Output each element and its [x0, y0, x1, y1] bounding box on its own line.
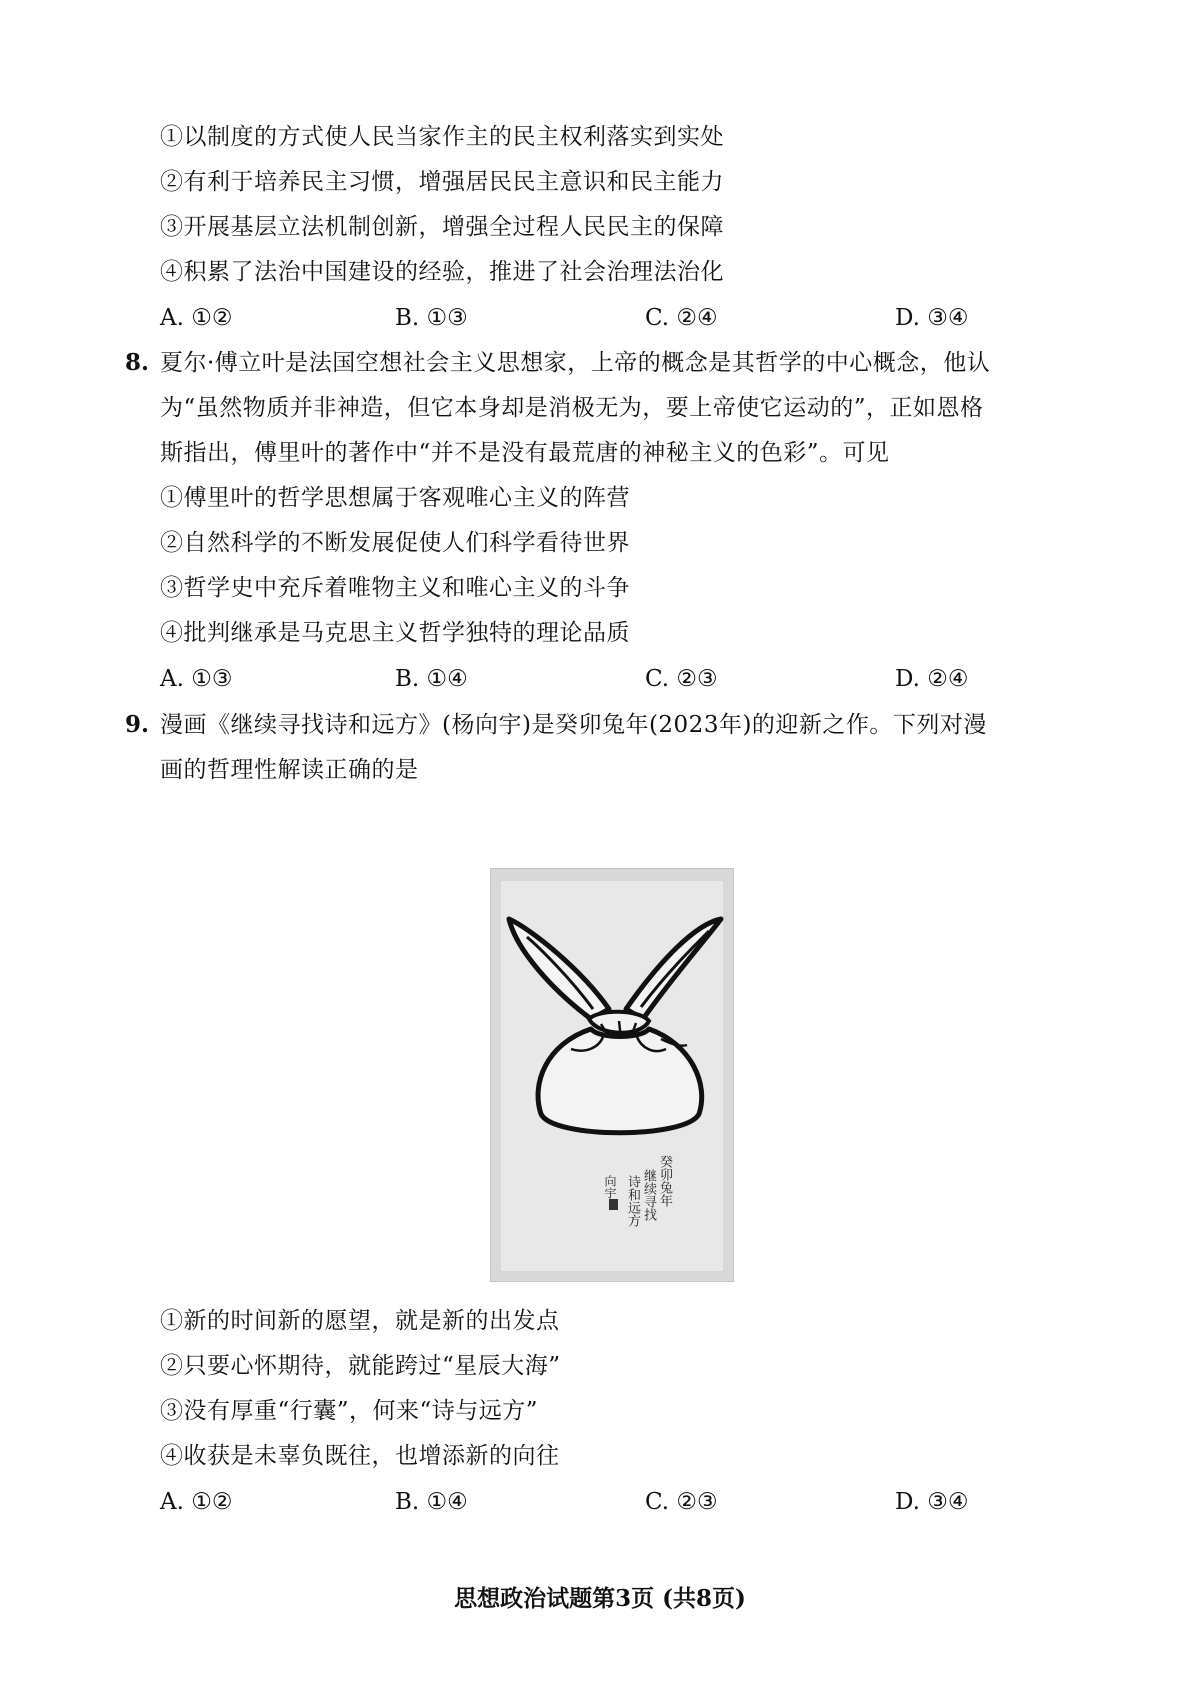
q7-item-1: ①以制度的方式使人民当家作主的民主权利落实到实处 — [160, 124, 724, 150]
cartoon-figure — [490, 868, 734, 1282]
q8-stem-line-2: 为“虽然物质并非神造，但它本身却是消极无为，要上帝使它运动的”，正如恩格 — [160, 395, 984, 421]
inscription-line-2: 继续寻找 — [641, 1169, 656, 1221]
q9-option-b: B. ①④ — [395, 1489, 468, 1515]
q7-item-4: ④积累了法治中国建设的经验，推进了社会治理法治化 — [160, 259, 724, 285]
inscription-signature: 向宇 — [603, 1175, 617, 1199]
q9-number: 9. — [125, 711, 150, 738]
q9-option-c: C. ②③ — [645, 1489, 718, 1515]
q8-option-a: A. ①③ — [160, 666, 233, 692]
page-footer: 思想政治试题第3页 (共8页) — [454, 1585, 746, 1612]
q9-item-3: ③没有厚重“行囊”，何来“诗与远方” — [160, 1398, 539, 1424]
q8-option-b: B. ①④ — [395, 666, 468, 692]
q7-option-a: A. ①② — [160, 305, 233, 331]
q9-option-a: A. ①② — [160, 1489, 233, 1515]
inscription-line-1: 癸卯兔年 — [657, 1155, 672, 1207]
q8-item-4: ④批判继承是马克思主义哲学独特的理论品质 — [160, 620, 630, 646]
q9-item-1: ①新的时间新的愿望，就是新的出发点 — [160, 1308, 560, 1334]
q9-stem-line-2: 画的哲理性解读正确的是 — [160, 757, 419, 783]
q8-option-d: D. ②④ — [895, 666, 969, 692]
q7-item-3: ③开展基层立法机制创新，增强全过程人民民主的保障 — [160, 214, 724, 240]
q7-option-d: D. ③④ — [895, 305, 969, 331]
q7-option-b: B. ①③ — [395, 305, 468, 331]
q7-item-2: ②有利于培养民主习惯，增强居民民主意识和民主能力 — [160, 169, 724, 195]
rabbit-bundle-drawing — [491, 869, 733, 1281]
inscription-line-3: 诗和远方 — [625, 1175, 640, 1227]
q8-item-2: ②自然科学的不断发展促使人们科学看待世界 — [160, 530, 630, 556]
q8-item-1: ①傅里叶的哲学思想属于客观唯心主义的阵营 — [160, 485, 630, 511]
q9-item-2: ②只要心怀期待，就能跨过“星辰大海” — [160, 1353, 561, 1379]
q8-option-c: C. ②③ — [645, 666, 718, 692]
q8-item-3: ③哲学史中充斥着唯物主义和唯心主义的斗争 — [160, 575, 630, 601]
q9-option-d: D. ③④ — [895, 1489, 969, 1515]
q8-number: 8. — [125, 349, 150, 376]
q8-stem-line-1: 夏尔·傅立叶是法国空想社会主义思想家，上帝的概念是其哲学的中心概念，他认 — [160, 350, 991, 376]
q9-item-4: ④收获是未辜负既往，也增添新的向往 — [160, 1443, 560, 1469]
q9-stem-line-1: 漫画《继续寻找诗和远方》(杨向宇)是癸卯兔年(2023年)的迎新之作。下列对漫 — [160, 712, 987, 738]
q7-option-c: C. ②④ — [645, 305, 718, 331]
seal-stamp — [609, 1199, 618, 1210]
q8-stem-line-3: 斯指出，傅里叶的著作中“并不是没有最荒唐的神秘主义的色彩”。可见 — [160, 440, 890, 466]
